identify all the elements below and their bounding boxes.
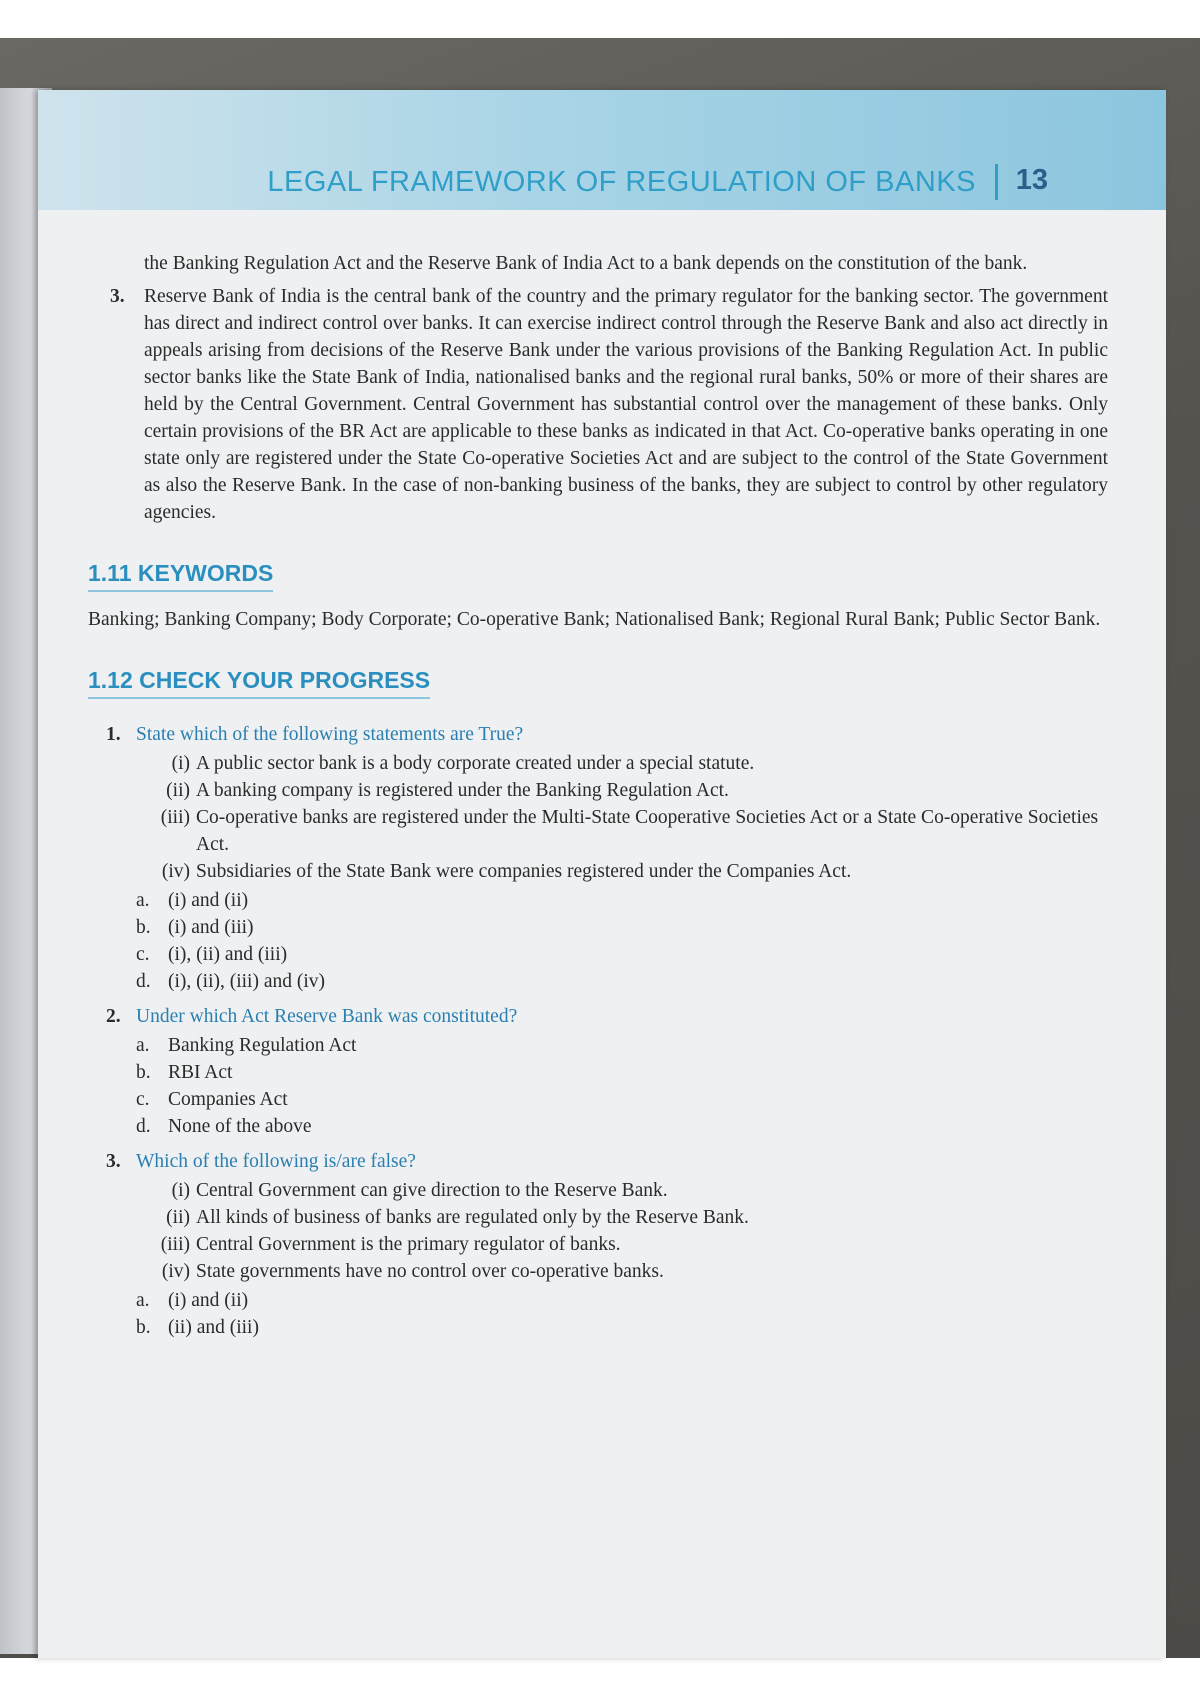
statement-text: Central Government is the primary regulator of banks. [196, 1234, 621, 1255]
statement-text: Central Government can give direction to the Reserve Bank. [196, 1180, 668, 1201]
statement-label: (i) [171, 1180, 190, 1201]
question-1-statements [88, 750, 1108, 885]
option-item [88, 941, 1108, 968]
statement-item [88, 804, 1108, 858]
option-item [88, 914, 1108, 941]
option-text: Banking Regulation Act [168, 1035, 357, 1056]
statement-label: (iii) [160, 1234, 190, 1255]
statement-item [88, 858, 1108, 885]
statement-label: (ii) [166, 780, 190, 801]
option-item [88, 968, 1108, 995]
option-item [88, 1086, 1108, 1113]
statement-label: (iii) [160, 807, 190, 828]
statement-item [88, 1258, 1108, 1285]
option-text: (ii) and (iii) [168, 1317, 259, 1338]
question-1 [88, 721, 1108, 748]
option-text: Companies Act [168, 1089, 288, 1110]
keywords-text: Banking; Banking Company; Body Corporate; Co-operative Bank; Nationalised Bank; Regional Rural Bank; Public Sector Bank. [88, 609, 1101, 630]
option-label: a. [136, 1290, 150, 1311]
statement-item [88, 750, 1108, 777]
paragraph-text: Reserve Bank of India is the central bank of the country and the primary regulator for the banking sector. The government has direct and indirect control over banks. It can exercise indirect control through the Reserve Bank and also act directly in appeals arising from decisions of the Reserve Bank under the various provisions of the Banking Regulation Act. In public sector banks like the State Bank of India, nationalised banks and the regional rural banks, 50% or more of their shares are held by the Central Government. Central Government has substantial control over the management of these banks. Only certain provisions of the BR Act are applicable to these banks as indicated in that Act. Co-operative banks operating in one state only are registered under the State Co-operative Societies Act and are subject to the control of the State Government as also the Reserve Bank. In the case of non-banking business of the banks, they are subject to control by other regulatory agencies. [144, 286, 1108, 523]
page-content [88, 250, 1108, 1341]
option-text: (i) and (ii) [168, 890, 249, 911]
paragraph-number: 3. [110, 286, 125, 307]
statement-text: A banking company is registered under the Banking Regulation Act. [196, 780, 729, 801]
option-label: b. [136, 1062, 151, 1083]
page-number: 13 [1015, 164, 1048, 196]
question-2 [88, 1003, 1108, 1030]
continued-paragraph: the Banking Regulation Act and the Reserve Bank of India Act to a bank depends on the constitution of the bank. [144, 253, 1028, 274]
option-text: (i), (ii) and (iii) [168, 944, 288, 965]
statement-item [88, 1177, 1108, 1204]
option-text: None of the above [168, 1116, 312, 1137]
option-text: (i) and (iii) [168, 917, 254, 938]
option-item [88, 1059, 1108, 1086]
statement-text: State governments have no control over co-operative banks. [196, 1261, 664, 1282]
question-text: Under which Act Reserve Bank was constituted? [136, 1006, 518, 1027]
option-label: c. [136, 1089, 150, 1110]
header-divider [995, 164, 998, 200]
statement-label: (i) [171, 753, 190, 774]
statement-label: (ii) [166, 1207, 190, 1228]
option-item [88, 1113, 1108, 1140]
option-text: (i), (ii), (iii) and (iv) [168, 971, 326, 992]
option-label: b. [136, 1317, 151, 1338]
book-page [38, 90, 1166, 1658]
question-3 [88, 1148, 1108, 1175]
question-number: 1. [106, 724, 121, 745]
running-header-title: LEGAL FRAMEWORK OF REGULATION OF BANKS [267, 166, 976, 198]
keywords-heading: 1.11 KEYWORDS [88, 560, 273, 592]
statement-label: (iv) [161, 861, 190, 882]
option-label: c. [136, 944, 150, 965]
question-3-options [88, 1287, 1108, 1341]
check-progress-heading: 1.12 CHECK YOUR PROGRESS [88, 667, 430, 699]
question-number: 2. [106, 1006, 121, 1027]
option-label: d. [136, 1116, 151, 1137]
option-label: a. [136, 1035, 150, 1056]
question-text: Which of the following is/are false? [136, 1151, 416, 1172]
statement-item [88, 1204, 1108, 1231]
question-2-options [88, 1032, 1108, 1140]
statement-text: Subsidiaries of the State Bank were companies registered under the Companies Act. [196, 861, 852, 882]
question-1-options [88, 887, 1108, 995]
option-text: RBI Act [168, 1062, 233, 1083]
option-item [88, 1287, 1108, 1314]
question-number: 3. [106, 1151, 121, 1172]
option-label: b. [136, 917, 151, 938]
question-3-statements [88, 1177, 1108, 1285]
option-item [88, 1314, 1108, 1341]
option-label: d. [136, 971, 151, 992]
statement-item [88, 777, 1108, 804]
statement-text: Co-operative banks are registered under the Multi-State Cooperative Societies Act or a State Co-operative Societies Act. [196, 807, 1099, 855]
option-item [88, 887, 1108, 914]
question-text: State which of the following statements are True? [136, 724, 524, 745]
statement-label: (iv) [161, 1261, 190, 1282]
option-text: (i) and (ii) [168, 1290, 249, 1311]
statement-item [88, 1231, 1108, 1258]
numbered-paragraph-3 [88, 283, 1108, 526]
option-item [88, 1032, 1108, 1059]
statement-text: All kinds of business of banks are regulated only by the Reserve Bank. [196, 1207, 749, 1228]
option-label: a. [136, 890, 150, 911]
statement-text: A public sector bank is a body corporate created under a special statute. [196, 753, 755, 774]
